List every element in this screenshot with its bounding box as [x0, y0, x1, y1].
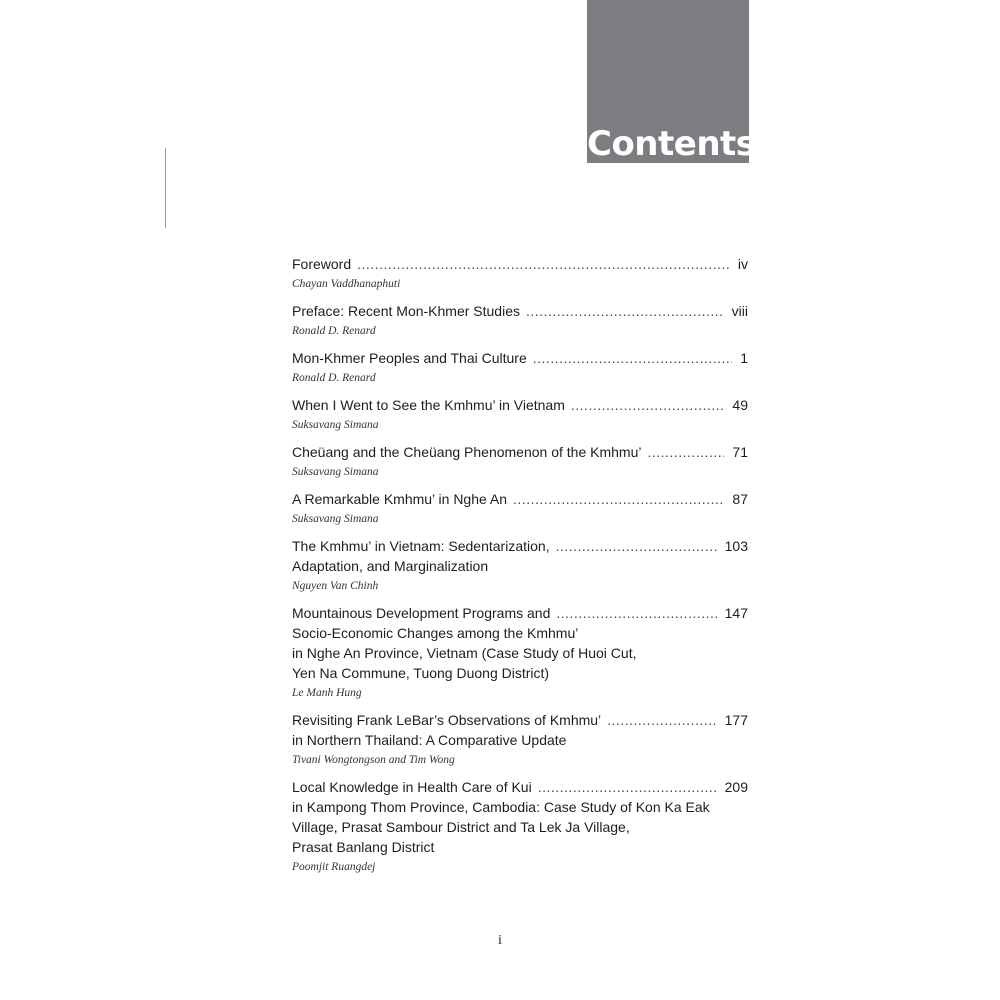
dot-leader	[647, 442, 724, 462]
toc-entry[interactable]	[292, 710, 748, 768]
dot-leader	[538, 777, 717, 797]
dot-leader	[556, 603, 716, 623]
chapter-title-continuation: in Northern Thailand: A Comparative Update	[292, 732, 567, 748]
toc-entry-title-line	[292, 442, 748, 462]
toc-entry[interactable]	[292, 348, 748, 386]
chapter-title: Preface: Recent Mon-Khmer Studies	[292, 303, 520, 319]
contents-header-block	[587, 0, 756, 164]
chapter-author: Poomjit Ruangdej	[292, 861, 376, 873]
chapter-page-number: 147	[724, 605, 748, 621]
toc-entry[interactable]	[292, 442, 748, 480]
toc-entry[interactable]	[292, 254, 748, 292]
dot-leader	[533, 348, 732, 368]
chapter-page-number: 49	[732, 397, 748, 413]
chapter-title: Mountainous Development Programs and	[292, 605, 551, 621]
chapter-author: Chayan Vaddhanaphuti	[292, 278, 401, 290]
toc-entry[interactable]	[292, 777, 748, 875]
chapter-author: Le Manh Hung	[292, 687, 362, 699]
chapter-title: A Remarkable Kmhmu’ in Nghe An	[292, 491, 508, 507]
chapter-page-number: 71	[732, 444, 748, 460]
dot-leader	[607, 710, 716, 730]
chapter-author: Nguyen Van Chinh	[292, 580, 379, 592]
table-of-contents	[292, 254, 748, 884]
toc-entry-title-line	[292, 254, 748, 274]
chapter-title-continuation: in Nghe An Province, Vietnam (Case Study of Huoi Cut,	[292, 645, 637, 661]
chapter-page-number: 87	[732, 491, 748, 507]
margin-rule	[165, 148, 166, 228]
chapter-page-number: 209	[724, 779, 748, 795]
chapter-title-continuation: Prasat Banlang District	[292, 839, 435, 855]
toc-entry-title-line	[292, 348, 748, 368]
chapter-page-number: 177	[724, 712, 748, 728]
toc-entry[interactable]	[292, 603, 748, 701]
toc-entry[interactable]	[292, 395, 748, 433]
chapter-author: Ronald D. Renard	[292, 372, 376, 384]
toc-entry-title-line	[292, 710, 748, 730]
chapter-author: Suksavang Simana	[292, 513, 379, 525]
dot-leader	[526, 301, 724, 321]
chapter-title-continuation: Socio-Economic Changes among the Kmhmu’	[292, 625, 579, 641]
chapter-author: Tivani Wongtongson and Tim Wong	[292, 754, 455, 766]
toc-entry[interactable]	[292, 489, 748, 527]
toc-entry-title-line	[292, 489, 748, 509]
chapter-page-number: 103	[724, 538, 748, 554]
chapter-page-number: iv	[737, 256, 748, 272]
chapter-title: Mon-Khmer Peoples and Thai Culture	[292, 350, 527, 366]
toc-entry-title-line	[292, 603, 748, 623]
toc-entry-title-line	[292, 395, 748, 415]
chapter-title: Foreword	[292, 256, 352, 272]
chapter-author: Ronald D. Renard	[292, 325, 376, 337]
chapter-title: Revisiting Frank LeBar’s Observations of Kmhmu’	[292, 712, 602, 728]
dot-leader	[556, 536, 717, 556]
toc-entry-title-line	[292, 777, 748, 797]
chapter-title: The Kmhmu’ in Vietnam: Sedentarization,	[292, 538, 550, 554]
page-number: i	[498, 933, 502, 948]
toc-entry-title-line	[292, 301, 748, 321]
dot-leader	[357, 254, 730, 274]
chapter-title: Local Knowledge in Health Care of Kui	[292, 779, 532, 795]
toc-entry[interactable]	[292, 301, 748, 339]
page-title: Contents	[587, 124, 756, 164]
chapter-page-number: viii	[731, 303, 748, 319]
toc-entry-title-line	[292, 536, 748, 556]
chapter-title: When I Went to See the Kmhmu’ in Vietnam	[292, 397, 565, 413]
toc-entry[interactable]	[292, 536, 748, 594]
dot-leader	[571, 395, 725, 415]
chapter-title-continuation: in Kampong Thom Province, Cambodia: Case Study of Kon Ka Eak	[292, 799, 710, 815]
chapter-author: Suksavang Simana	[292, 466, 379, 478]
chapter-page-number: 1	[740, 350, 748, 366]
dot-leader	[513, 489, 724, 509]
chapter-title-continuation: Adaptation, and Marginalization	[292, 558, 489, 574]
chapter-author: Suksavang Simana	[292, 419, 379, 431]
chapter-title: Cheüang and the Cheüang Phenomenon of the Kmhmu’	[292, 444, 642, 460]
chapter-title-continuation: Yen Na Commune, Tuong Duong District)	[292, 665, 550, 681]
chapter-title-continuation: Village, Prasat Sambour District and Ta Lek Ja Village,	[292, 819, 630, 835]
